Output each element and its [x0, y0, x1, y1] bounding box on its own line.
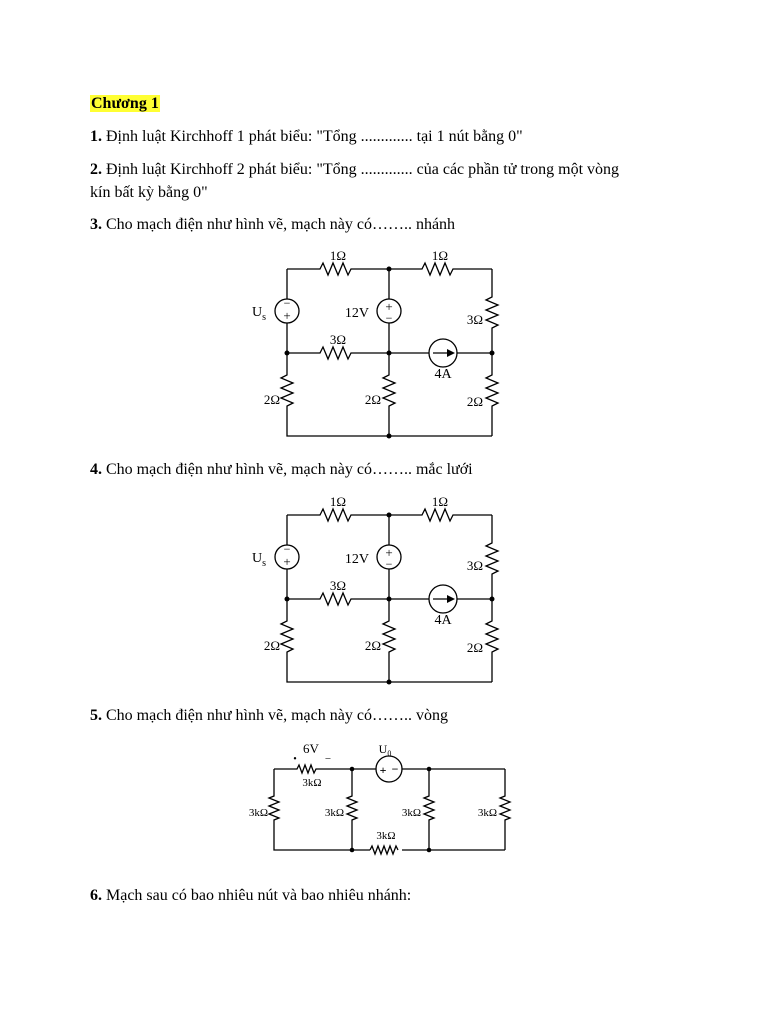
question-number: 4. [90, 461, 102, 478]
question-5 [90, 704, 448, 728]
question-text: Cho mạch điện như hình vẽ, mạch này có…….. mắc lưới [102, 461, 473, 478]
resistor-label: 2Ω [466, 640, 483, 655]
source-label: 12V [344, 306, 369, 321]
resistor-label: 3Ω [329, 332, 347, 347]
resistor-label: 1Ω [431, 248, 449, 263]
source-label-subscript: 0 [387, 749, 392, 758]
source-label-main: U [252, 551, 263, 566]
source-label [252, 305, 266, 323]
source-label-main: U [378, 742, 388, 756]
polarity-dot: • [293, 754, 297, 765]
resistor-label: 3kΩ [302, 777, 322, 789]
polarity-minus: − [283, 296, 291, 310]
polarity-minus: − [324, 753, 332, 765]
question-number: 5. [90, 707, 102, 724]
question-2 [90, 158, 619, 182]
resistor-label: 3Ω [466, 312, 483, 327]
polarity-minus: − [385, 557, 393, 571]
question-text: Định luật Kirchhoff 2 phát biểu: "Tổng ............. của các phần tử trong một vòng [102, 161, 620, 178]
resistor-label: 2Ω [466, 394, 483, 409]
voltage-label: 6V [303, 741, 319, 756]
question-number: 3. [90, 216, 102, 233]
question-text: Định luật Kirchhoff 1 phát biểu: "Tổng ............. tại 1 nút bằng 0" [102, 128, 523, 145]
resistor-label: 3Ω [329, 578, 347, 593]
polarity-plus: + [283, 308, 291, 323]
resistor-label: 3kΩ [477, 807, 497, 819]
source-label-subscript: s [262, 558, 267, 569]
resistor-label: 2Ω [364, 392, 381, 407]
circuit-diagram-q4 [245, 491, 520, 691]
question-2-continuation [90, 181, 208, 205]
chapter-heading [90, 92, 160, 116]
resistor-label: 2Ω [263, 392, 280, 407]
polarity-plus: + [385, 299, 393, 314]
question-number: 6. [90, 887, 102, 904]
polarity-minus: − [283, 542, 291, 556]
resistor-label: 3kΩ [401, 807, 421, 819]
source-label [379, 742, 392, 758]
resistor-label: 3kΩ [324, 807, 344, 819]
source-label: 12V [344, 552, 369, 567]
circuit-diagram-q3 [245, 245, 520, 445]
resistor-label: 1Ω [431, 494, 449, 509]
polarity-minus: − [385, 311, 393, 325]
question-4 [90, 458, 473, 482]
source-label: 4A [434, 613, 452, 628]
chapter-title: Chương 1 [91, 95, 159, 112]
source-label-main: U [252, 305, 263, 320]
question-number: 2. [90, 161, 102, 178]
question-3 [90, 213, 455, 237]
question-text: Mạch sau có bao nhiêu nút và bao nhiêu nhánh: [102, 887, 412, 904]
question-1 [90, 125, 523, 149]
question-text: kín bất kỳ bằng 0" [90, 184, 208, 201]
question-text: Cho mạch điện như hình vẽ, mạch này có…….. vòng [102, 707, 448, 724]
resistor-label: 2Ω [364, 638, 381, 653]
polarity-plus: + [385, 545, 393, 560]
circuit-diagram-q5 [240, 738, 520, 863]
resistor-label: 1Ω [329, 494, 347, 509]
resistor-label: 3kΩ [248, 807, 268, 819]
resistor-label: 3Ω [466, 558, 483, 573]
question-number: 1. [90, 128, 102, 145]
source-label: 4A [434, 367, 452, 382]
source-label-subscript: s [262, 312, 267, 323]
polarity-plus: + [283, 554, 291, 569]
resistor-label: 3kΩ [376, 830, 396, 842]
polarity-minus: − [391, 762, 399, 776]
resistor-label: 1Ω [329, 248, 347, 263]
question-text: Cho mạch điện như hình vẽ, mạch này có…….. nhánh [102, 216, 456, 233]
polarity-plus: + [379, 763, 387, 777]
resistor-label: 2Ω [263, 638, 280, 653]
question-6 [90, 884, 411, 908]
source-label [252, 551, 266, 569]
